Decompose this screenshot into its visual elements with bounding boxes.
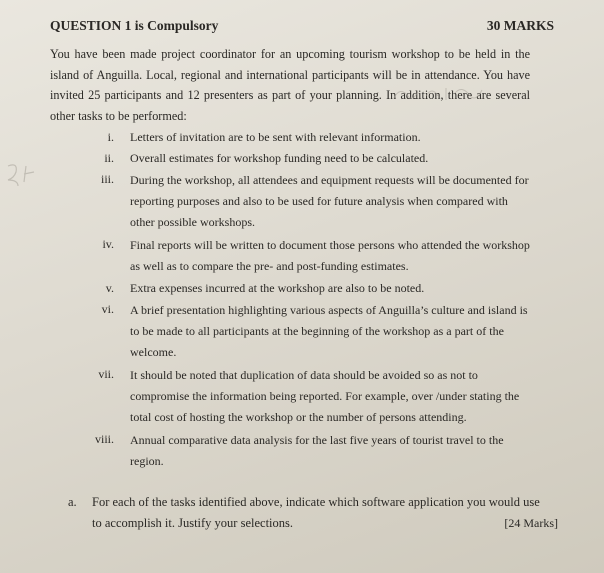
task-text: Overall estimates for workshop funding need to be calculated.: [130, 151, 429, 165]
task-number: vi.: [101, 302, 114, 316]
sub-question-a: [68, 492, 558, 534]
intro-paragraph: You have been made project coordinator for an upcoming tourism workshop to be held in the island of Anguilla. Local, regional and international participants will be in attendance. You have invited 25 participants and 12 presenters as part of your planning. In addition, there are several other tasks to be performed:: [50, 47, 530, 123]
task-text: Extra expenses incurred at the workshop are also to be noted.: [130, 281, 425, 295]
task-item: [50, 149, 540, 168]
task-item: [50, 365, 540, 428]
question-letter: a.: [68, 495, 77, 509]
question-body: [92, 492, 558, 534]
task-number: viii.: [94, 432, 114, 446]
task-item: [50, 170, 540, 233]
pencil-scribble-icon: [4, 160, 40, 190]
question-line-2-row: [92, 513, 558, 534]
pencil-scribble-icon: [390, 80, 500, 106]
task-number: v.: [105, 281, 114, 295]
task-text: Annual comparative data analysis for the last five years of tourist travel to the region.: [130, 433, 504, 468]
task-list: [50, 128, 540, 474]
task-item: [50, 300, 540, 363]
question-line-1: For each of the tasks identified above, indicate which software application you would use: [92, 495, 540, 509]
task-item: [50, 128, 540, 147]
total-marks: 30 MARKS: [486, 18, 554, 33]
task-number: iii.: [100, 172, 114, 186]
task-number: i.: [107, 130, 114, 144]
task-item: [50, 430, 540, 472]
task-number: iv.: [102, 237, 114, 251]
task-number: vii.: [98, 367, 114, 381]
task-text: A brief presentation highlighting various aspects of Anguilla’s culture and island is to be made to all participants at the beginning of the workshop as a part of the welcome.: [130, 303, 528, 359]
task-text: It should be noted that duplication of data should be avoided so as not to compromise the information being reported. For example, over /under stating the total cost of hosting the workshop or the number of persons attending.: [130, 368, 520, 424]
task-text: Letters of invitation are to be sent with relevant information.: [130, 130, 421, 144]
task-item: [50, 235, 540, 277]
question-title: QUESTION 1 is Compulsory: [50, 18, 219, 33]
task-text: During the workshop, all attendees and equipment requests will be documented for reporting purposes and also to be used for future analysis when compared with other possible workshops.: [130, 173, 529, 229]
question-marks: [24 Marks]: [504, 516, 558, 530]
question-line-2: to accomplish it. Justify your selections.: [92, 516, 294, 530]
question-header: [50, 18, 554, 34]
task-number: ii.: [104, 151, 114, 165]
task-item: [50, 279, 540, 298]
task-text: Final reports will be written to document those persons who attended the workshop as well as to compare the pre- and post-funding estimates.: [130, 238, 530, 273]
